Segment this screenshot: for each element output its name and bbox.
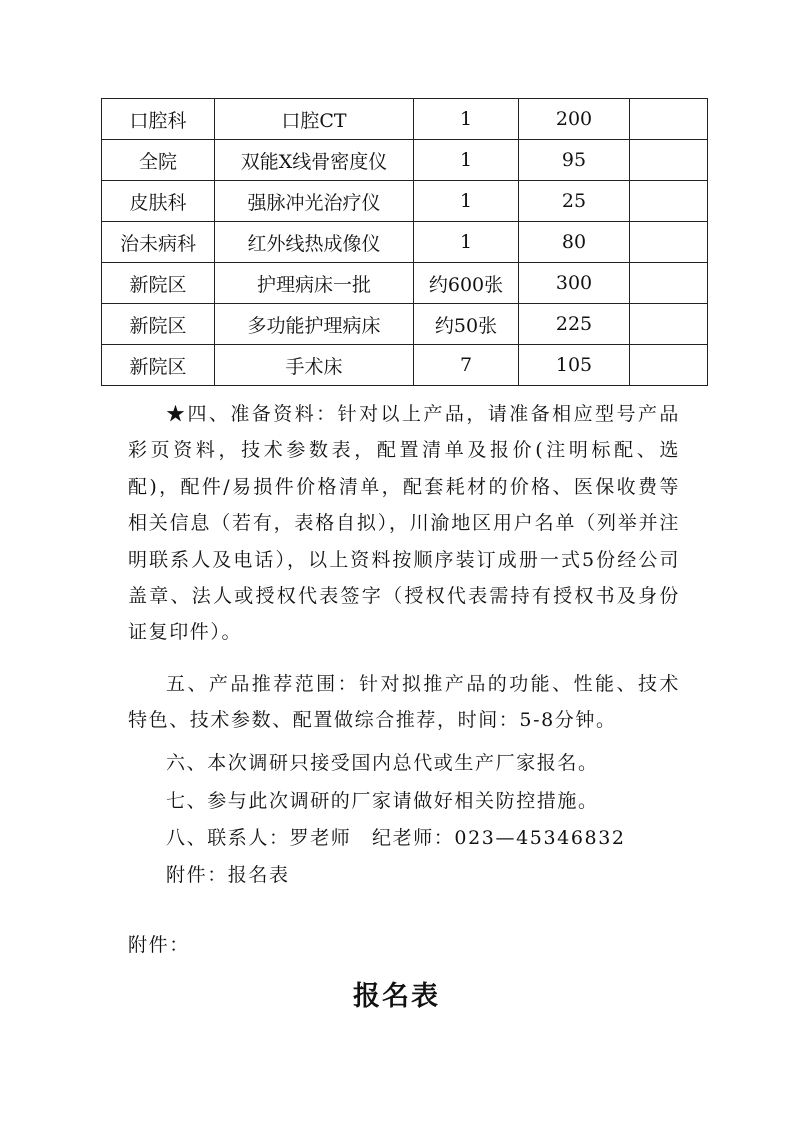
- table-row: [102, 222, 708, 263]
- cell-equipment-name: 手术床: [215, 345, 414, 386]
- cell-dept: 新院区: [102, 345, 215, 386]
- cell-note: [630, 222, 708, 263]
- table-row: [102, 140, 708, 181]
- cell-note: [630, 263, 708, 304]
- cell-budget: 95: [519, 140, 630, 181]
- cell-dept: 治未病科: [102, 222, 215, 263]
- table-row: [102, 304, 708, 345]
- cell-budget: 300: [519, 263, 630, 304]
- cell-equipment-name: 双能X线骨密度仪: [215, 140, 414, 181]
- cell-dept: 新院区: [102, 263, 215, 304]
- cell-quantity: 1: [414, 140, 519, 181]
- table-row: [102, 99, 708, 140]
- cell-note: [630, 99, 708, 140]
- cell-equipment-name: 口腔CT: [215, 99, 414, 140]
- table-row: [102, 181, 708, 222]
- cell-equipment-name: 护理病床一批: [215, 263, 414, 304]
- registration-form-title: 报名表: [353, 981, 440, 1012]
- cell-dept: 皮肤科: [102, 181, 215, 222]
- cell-note: [630, 140, 708, 181]
- cell-equipment-name: 多功能护理病床: [215, 304, 414, 345]
- attachment-label: 附件：: [128, 934, 190, 956]
- cell-note: [630, 304, 708, 345]
- attachment-note: 附件：报名表: [166, 864, 290, 886]
- cell-budget: 80: [519, 222, 630, 263]
- cell-budget: 225: [519, 304, 630, 345]
- cell-note: [630, 345, 708, 386]
- equipment-table: [101, 98, 708, 386]
- cell-equipment-name: 强脉冲光治疗仪: [215, 181, 414, 222]
- cell-quantity: 1: [414, 222, 519, 263]
- cell-dept: 新院区: [102, 304, 215, 345]
- cell-budget: 25: [519, 181, 630, 222]
- cell-dept: 全院: [102, 140, 215, 181]
- cell-quantity: 1: [414, 181, 519, 222]
- cell-quantity: 约600张: [414, 263, 519, 304]
- section-8-contacts: 八、联系人：罗老师 纪老师：023—45346832: [166, 827, 626, 849]
- table-row: [102, 263, 708, 304]
- cell-note: [630, 181, 708, 222]
- section-6-registration-scope: 六、本次调研只接受国内总代或生产厂家报名。: [166, 752, 599, 774]
- cell-dept: 口腔科: [102, 99, 215, 140]
- cell-budget: 105: [519, 345, 630, 386]
- cell-equipment-name: 红外线热成像仪: [215, 222, 414, 263]
- cell-quantity: 7: [414, 345, 519, 386]
- table-row: [102, 345, 708, 386]
- section-7-prevention-measures: 七、参与此次调研的厂家请做好相关防控措施。: [166, 790, 599, 812]
- section-4-materials: ★四、准备资料：针对以上产品，请准备相应型号产品彩页资料，技术参数表，配置清单及报价(注明标配、选配)，配件/易损件价格清单，配套耗材的价格、医保收费等相关信息（若有，表格自拟），川渝地区用户名单（列举并注明联系人及电话），以上资料按顺序装订成册一式5份经公司盖章、法人或授权代表签字（授权代表需持有授权书及身份证复印件）。: [128, 403, 680, 644]
- cell-quantity: 1: [414, 99, 519, 140]
- cell-quantity: 约50张: [414, 304, 519, 345]
- cell-budget: 200: [519, 99, 630, 140]
- section-5-recommendation-scope: 五、产品推荐范围：针对拟推产品的功能、性能、技术特色、技术参数、配置做综合推荐，时间：5-8分钟。: [128, 673, 680, 732]
